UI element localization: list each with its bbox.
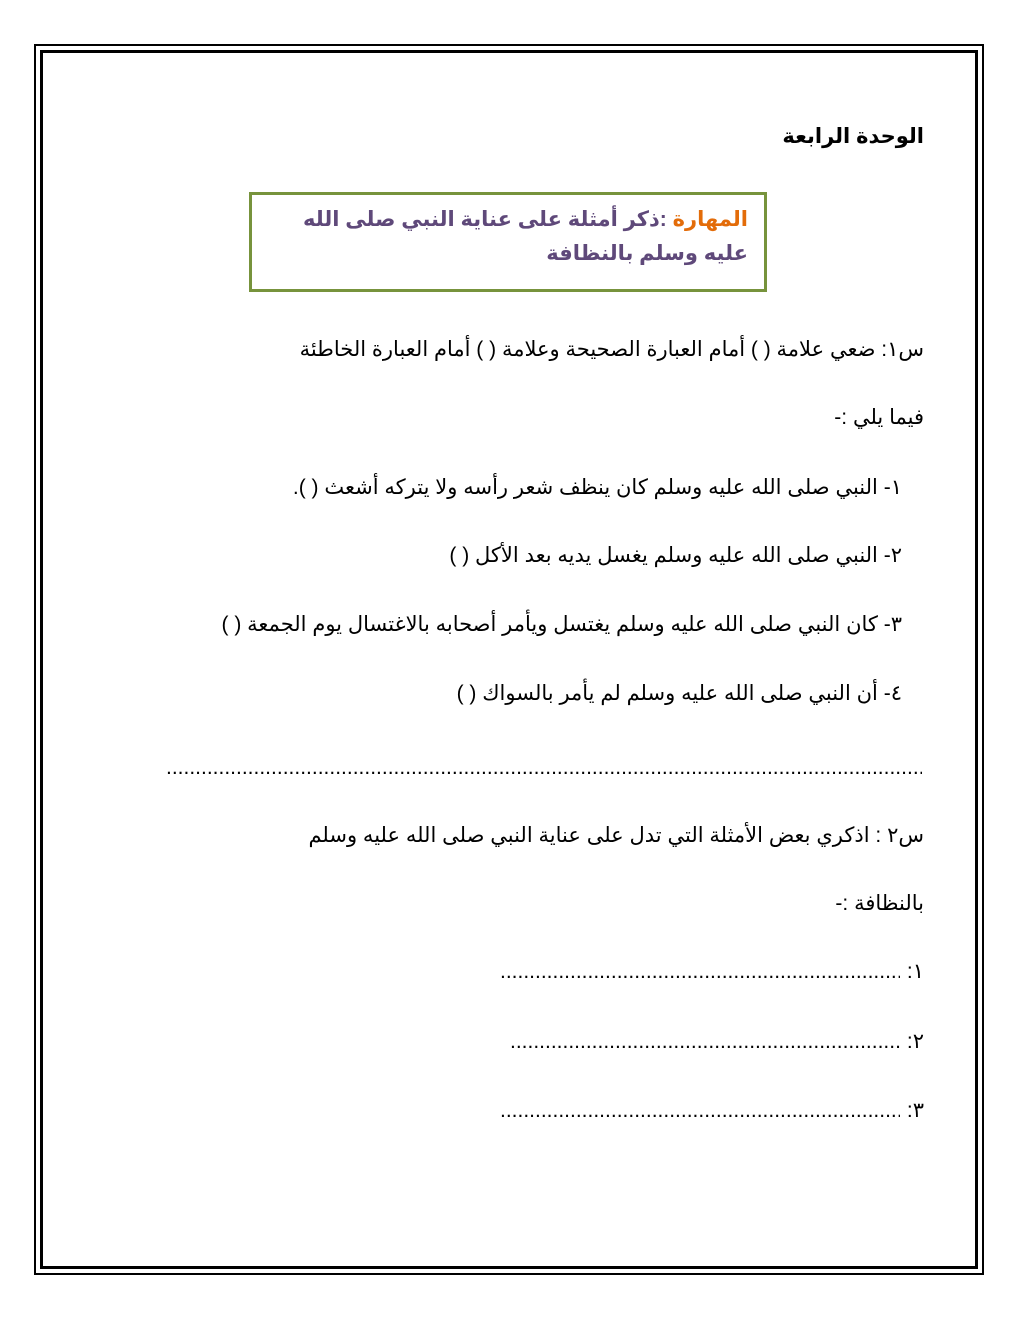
q2-answer-3-label: ٣: [906, 1099, 924, 1122]
q2-answer-1-label: ١: [906, 960, 924, 983]
unit-title: الوحدة الرابعة [782, 125, 924, 148]
q1-item-1: ١- النبي صلى الله عليه وسلم كان ينظف شعر رأسه ولا يتركه أشعث ( ). [292, 476, 902, 499]
q2-answer-1-line[interactable] [500, 960, 900, 984]
q2-answer-2-label: ٢: [906, 1030, 924, 1053]
q2-answer-3-line[interactable] [500, 1099, 900, 1123]
separator-dotted-line [166, 756, 922, 780]
q1-item-3: ٣- كان النبي صلى الله عليه وسلم يغتسل ويأمر أصحابه بالاغتسال يوم الجمعة ( ) [221, 613, 902, 636]
skill-label: المهارة [672, 208, 748, 231]
q1-instruction: س١: ضعي علامة ( ) أمام العبارة الصحيحة وعلامة ( ) أمام العبارة الخاطئة [299, 338, 924, 361]
skill-box [249, 192, 767, 292]
q2-answer-2-line[interactable] [510, 1030, 900, 1054]
q1-item-2: ٢- النبي صلى الله عليه وسلم يغسل يديه بعد الأكل ( ) [449, 544, 902, 567]
q1-item-4: ٤- أن النبي صلى الله عليه وسلم لم يأمر بالسواك ( ) [456, 682, 902, 705]
q1-instruction-cont: فيما يلي :- [834, 406, 924, 429]
q2-instruction-cont: بالنظافة :- [835, 892, 924, 915]
q2-instruction: س٢ : اذكري بعض الأمثلة التي تدل على عناية النبي صلى الله عليه وسلم [308, 824, 924, 847]
skill-text: :ذكر أمثلة على عناية النبي صلى الله عليه وسلم بالنظافة [303, 208, 748, 265]
